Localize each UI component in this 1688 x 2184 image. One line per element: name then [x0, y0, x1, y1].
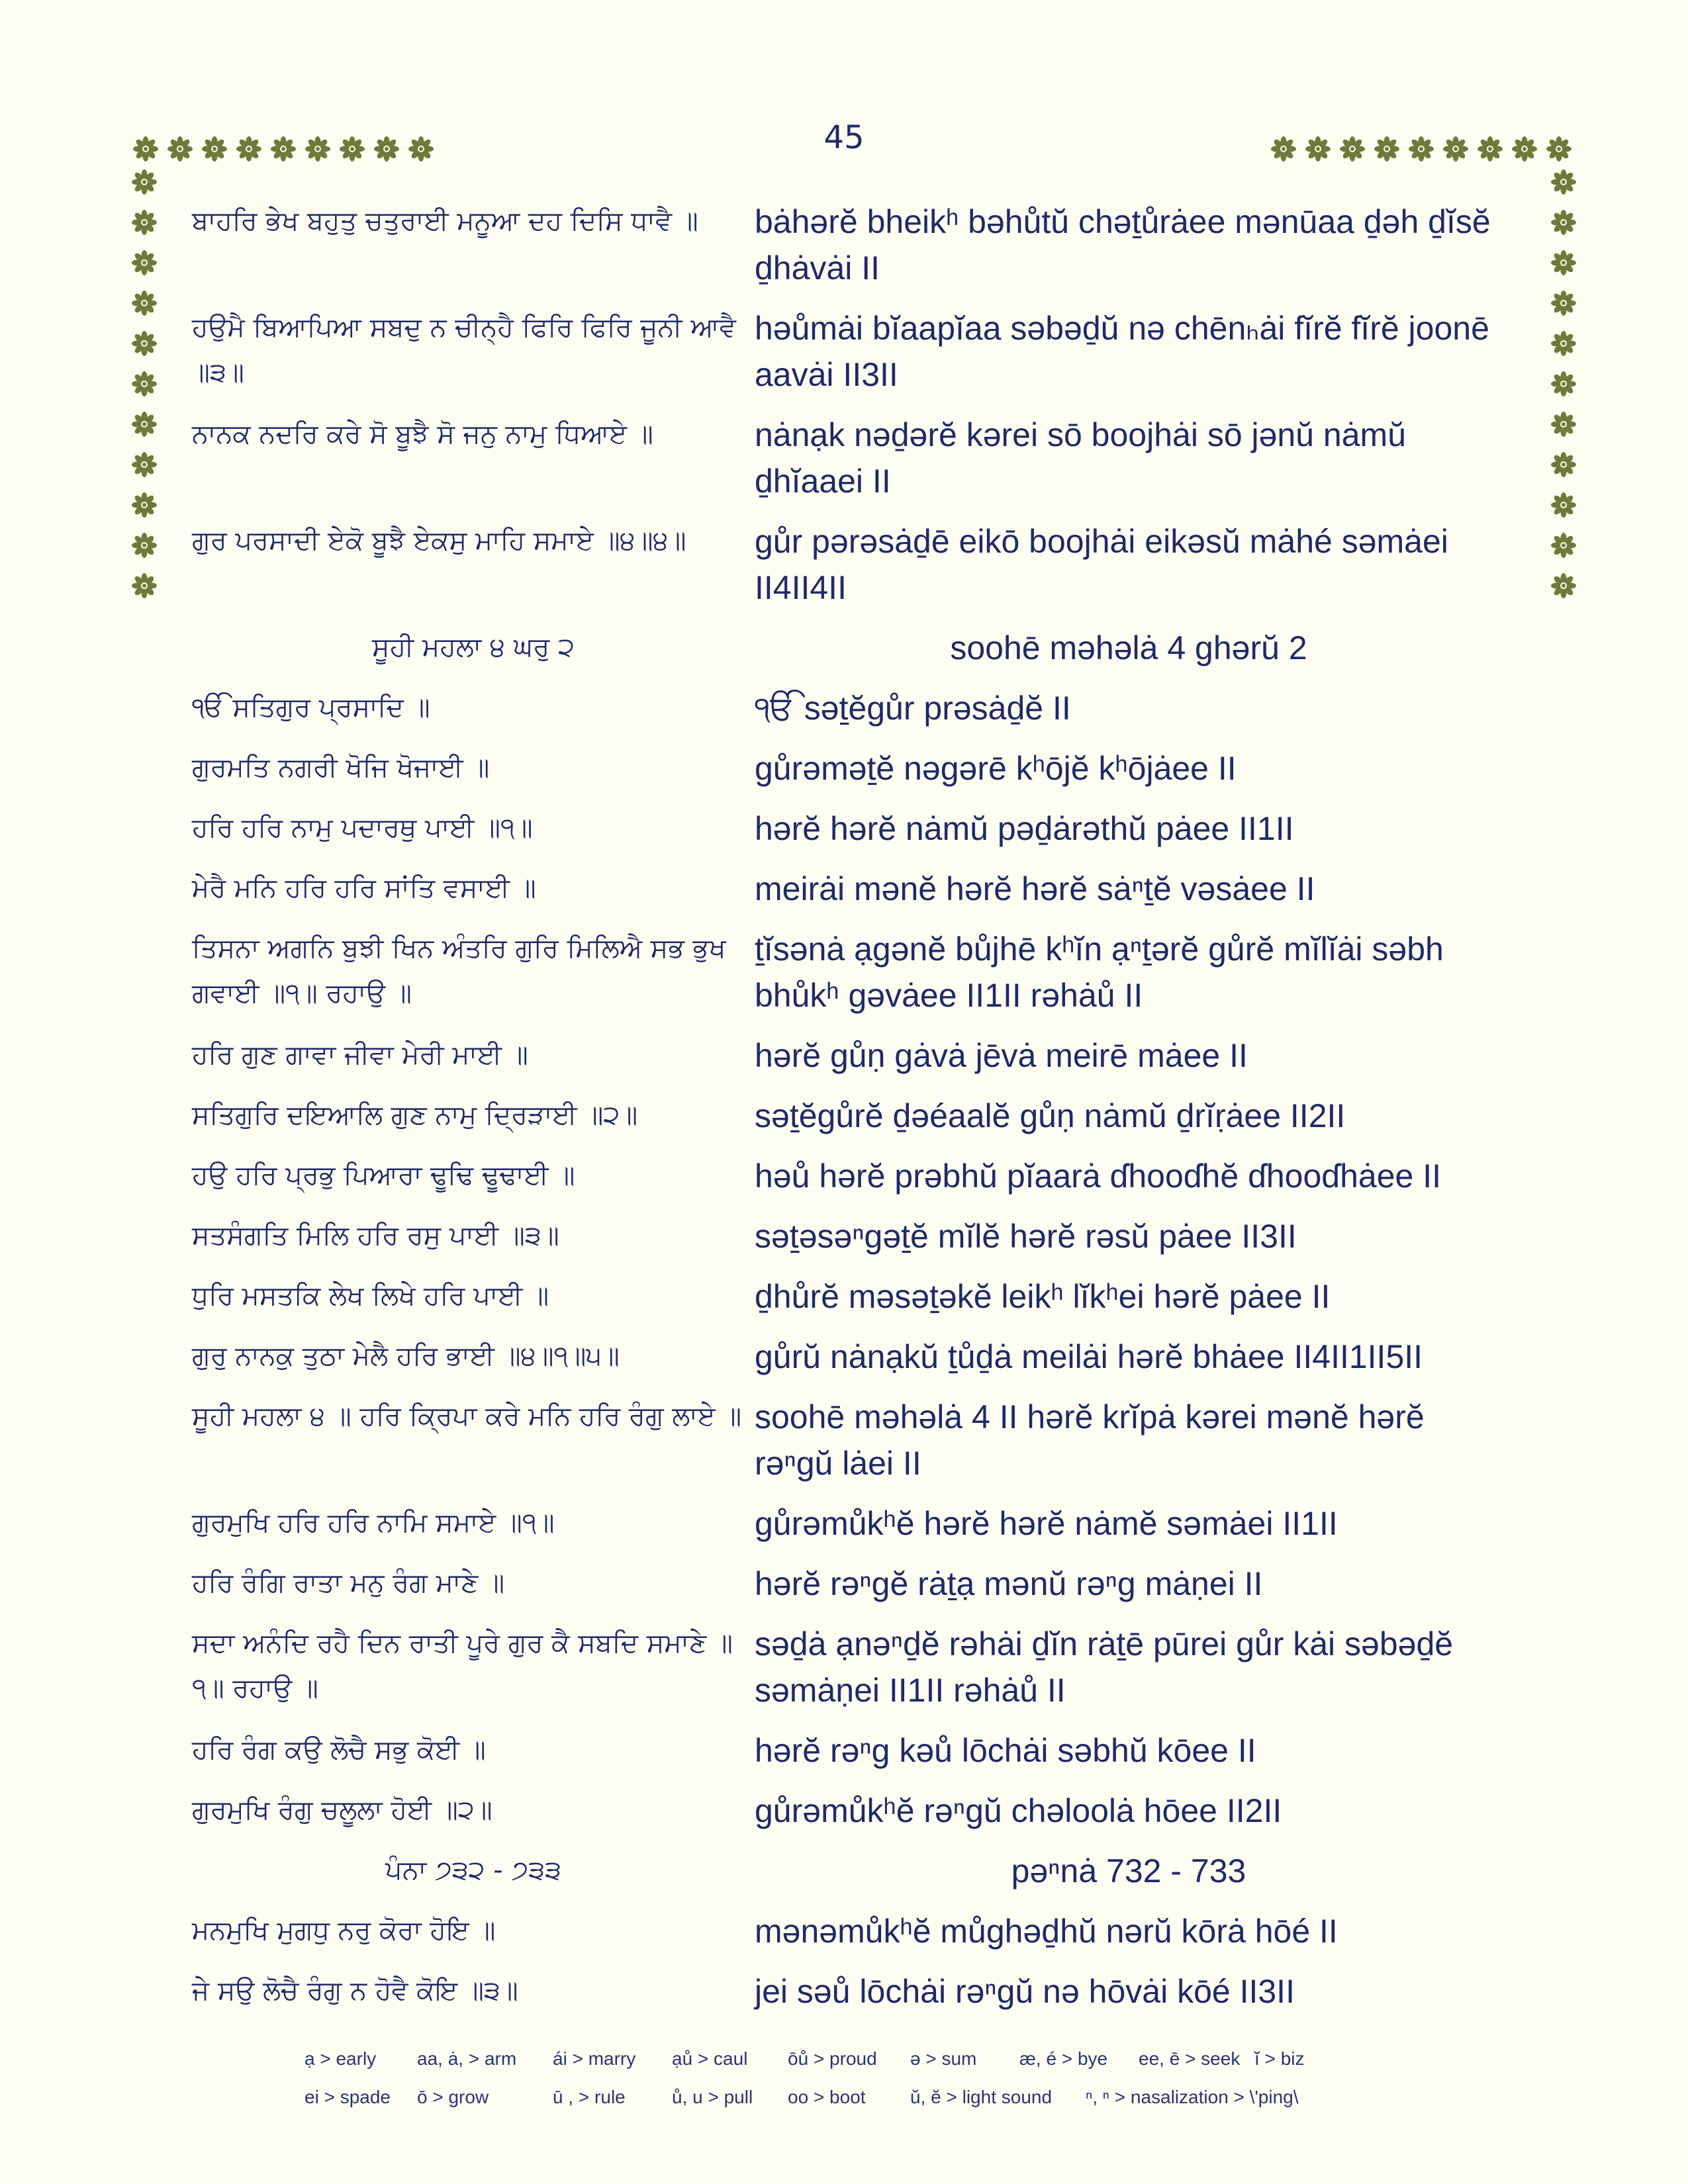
- transliteration-text: bȧhərĕ bheikʰ bəhůtŭ chəṯůrȧee mənūaa ḏəh ḏĭsĕ ḏhȧvȧi II: [755, 203, 1491, 287]
- gurmukhi-text: ਸੂਹੀ ਮਹਲਾ ੪ ਘਰੁ ੨: [372, 632, 575, 662]
- transliteration-text: mənəmůkʰĕ můghəḏhŭ nərŭ kōrȧ hōé II: [755, 1913, 1338, 1950]
- transliteration-text: səṯəsəⁿgəṯĕ mĭlĕ hərĕ rəsŭ pȧee II3II: [755, 1218, 1297, 1255]
- legend-item: ŭ, ĕ > light sound: [910, 2087, 1053, 2107]
- transliteration-text: soohē məhəlȧ 4 II hərĕ krĭpȧ kərei mənĕ hərĕ rəⁿgŭ lȧei II: [755, 1398, 1425, 1482]
- legend-item: ee, ē > seek: [1139, 2048, 1241, 2069]
- gurmukhi-text: ਤਿਸਨਾ ਅਗਨਿ ਬੁਝੀ ਖਿਨ ਅੰਤਰਿ ਗੁਰਿ ਮਿਲਿਐ ਸਭ ਭੁਖ ਗਵਾਈ ॥੧॥ ਰਹਾਉ ॥: [192, 933, 726, 1009]
- legend-item: oo > boot: [788, 2087, 866, 2107]
- transliteration-text: həůmȧi bĭaapĭaa səbəḏŭ nə chēnₕȧi fĭrĕ fĭrĕ joonē aavȧi II3II: [755, 310, 1489, 393]
- flower-icon: [1550, 290, 1577, 316]
- legend-item: æ, é > bye: [1019, 2048, 1108, 2069]
- transliteration-text: hərĕ rəⁿgĕ rȧṯạ mənŭ rəⁿg mȧṇei II: [755, 1565, 1263, 1602]
- flower-border-left: [131, 169, 158, 599]
- flower-icon: [1550, 371, 1577, 397]
- transliteration-text: gůrəməṯĕ nəgərē kʰōjĕ kʰōjȧee II: [755, 750, 1237, 787]
- gurmukhi-text: ਗੁਰੁ ਨਾਨਕੁ ਤੁਠਾ ਮੇਲੈ ਹਰਿ ਭਾਈ ॥੪॥੧॥੫॥: [192, 1341, 620, 1371]
- flower-icon: [131, 451, 158, 478]
- transliteration-text: ṯĭsənȧ ạgənĕ bůjhē kʰĭn ạⁿṯərĕ gůrĕ mĭlĭȧi səbh bhůkʰ gəvȧee II1II rəhȧů II: [755, 931, 1444, 1014]
- transliteration-text: pəⁿnȧ 732 - 733: [1011, 1852, 1246, 1889]
- verse-row: [192, 1213, 1516, 1259]
- gurmukhi-text: ਹਰਿ ਰੰਗ ਕਉ ਲੋਚੈ ਸਭੁ ਕੋਈ ॥: [192, 1735, 486, 1765]
- verse-row: [192, 805, 1516, 852]
- gurmukhi-text: ਧੁਰਿ ਮਸਤਕਿ ਲੇਖ ਲਿਖੇ ਹਰਿ ਪਾਈ ॥: [192, 1281, 549, 1311]
- legend-item: ⁿ, ⁿ > nasalization > \'ping\: [1086, 2087, 1299, 2107]
- flower-icon: [1550, 411, 1577, 437]
- transliteration-text: gůrəmůkʰĕ hərĕ hərĕ nȧmĕ səmȧei II1II: [755, 1505, 1338, 1542]
- flower-icon: [132, 136, 159, 162]
- verse-row: [192, 1968, 1516, 2015]
- flower-icon: [1408, 136, 1434, 162]
- verse-row: [192, 745, 1516, 792]
- flower-icon: [1550, 250, 1577, 276]
- legend-item: ạů > caul: [672, 2048, 748, 2069]
- transliteration-text: ḏhůrĕ məsəṯəkĕ leikʰ lĭkʰei hərĕ pȧee II: [755, 1278, 1331, 1315]
- legend-item: ōů > proud: [788, 2048, 877, 2069]
- gurmukhi-text: ਸੂਹੀ ਮਹਲਾ ੪ ॥ ਹਰਿ ਕ੍ਰਿਪਾ ਕਰੇ ਮਨਿ ਹਰਿ ਰੰਗੁ ਲਾਏ ॥: [192, 1401, 742, 1432]
- flower-icon: [339, 136, 365, 162]
- gurmukhi-text: ਹਰਿ ਹਰਿ ਨਾਮੁ ਪਦਾਰਥੁ ਪਾਈ ॥੧॥: [192, 813, 533, 843]
- transliteration-text: gůr pərəsȧḏē eikō boojhȧi eikəsŭ mȧhé səmȧei II4II4II: [755, 523, 1448, 606]
- gurmukhi-text: ੴ ਸਤਿਗੁਰ ਪ੍ਰਸਾਦਿ ॥: [192, 692, 430, 723]
- verse-row: [192, 926, 1516, 1019]
- flower-icon: [270, 136, 297, 162]
- legend-item: aa, ȧ, > arm: [417, 2048, 517, 2069]
- gurmukhi-text: ਜੇ ਸਉ ਲੋਚੈ ਰੰਗੁ ਨ ਹੋਵੈ ਕੋਇ ॥੩॥: [192, 1976, 518, 2006]
- verse-row: [192, 1727, 1516, 1774]
- verse-row: [192, 1153, 1516, 1199]
- gurmukhi-text: ਹਉਮੈ ਬਿਆਪਿਆ ਸਬਦੁ ਨ ਚੀਨ੍ਹੈ ਫਿਰਿ ਫਿਰਿ ਜੂਨੀ ਆਵੈ ॥੩॥: [192, 312, 736, 388]
- verse-row: [192, 412, 1516, 504]
- verse-row: [192, 866, 1516, 912]
- flower-icon: [408, 136, 434, 162]
- transliteration-text: gůrəmůkʰĕ rəⁿgŭ chəloolȧ hōee II2II: [755, 1792, 1282, 1829]
- gurmukhi-text: ਹਉ ਹਰਿ ਪ੍ਰਭੁ ਪਿਆਰਾ ਢੂਢਿ ਢੂਢਾਈ ॥: [192, 1160, 575, 1191]
- verse-table: [192, 199, 1516, 2028]
- verse-row: [192, 1621, 1516, 1713]
- flower-icon: [1270, 136, 1297, 162]
- gurmukhi-text: ਮੇਰੈ ਮਨਿ ਹਰਿ ਹਰਿ ਸਾਂਤਿ ਵਸਾਈ ॥: [192, 873, 536, 903]
- flower-icon: [1550, 209, 1577, 236]
- flower-icon: [1305, 136, 1331, 162]
- gurmukhi-text: ਸਤਿਗੁਰਿ ਦਇਆਲਿ ਗੁਣ ਨਾਮੁ ਦ੍ਰਿੜਾਈ ॥੨॥: [192, 1100, 638, 1130]
- verse-row: [192, 1500, 1516, 1547]
- gurmukhi-text: ਮਨਮੁਖਿ ਮੁਗਧੁ ਨਰੁ ਕੋਰਾ ਹੋਇ ॥: [192, 1915, 496, 1946]
- legend-item: ĭ > biz: [1254, 2048, 1305, 2069]
- legend-item: ei > spade: [305, 2087, 391, 2107]
- verse-row: [192, 1394, 1516, 1486]
- flower-icon: [1374, 136, 1400, 162]
- flower-icon: [201, 136, 228, 162]
- verse-row: [192, 518, 1516, 611]
- verse-heading-row: [192, 1848, 1516, 1894]
- verse-row: [192, 1273, 1516, 1320]
- flower-icon: [131, 169, 158, 195]
- gurmukhi-text: ਸਦਾ ਅਨੰਦਿ ਰਹੈ ਦਿਨ ਰਾਤੀ ਪੂਰੇ ਗੁਰ ਕੈ ਸਬਦਿ ਸਮਾਣੇ ॥੧॥ ਰਹਾਉ ॥: [192, 1628, 733, 1704]
- gurmukhi-text: ਹਰਿ ਰੰਗਿ ਰਾਤਾ ਮਨੁ ਰੰਗ ਮਾਣੇ ॥: [192, 1568, 505, 1598]
- transliteration-text: meirȧi mənĕ hərĕ hərĕ sȧⁿṯĕ vəsȧee II: [755, 870, 1315, 907]
- transliteration-text: ੴ səṯĕgůr prəsȧḏĕ II: [755, 690, 1071, 727]
- gurmukhi-text: ਬਾਹਰਿ ਭੇਖ ਬਹੁਤੁ ਚਤੁਰਾਈ ਮਨੂਆ ਦਹ ਦਿਸਿ ਧਾਵੈ ॥: [192, 206, 698, 236]
- verse-row: [192, 1032, 1516, 1079]
- verse-row: [192, 685, 1516, 731]
- gurmukhi-text: ਪੰਨਾ ੭੩੨ - ੭੩੩: [385, 1855, 561, 1886]
- flower-icon: [131, 330, 158, 357]
- transliteration-text: gůrŭ nȧnạkŭ ṯůḏȧ meilȧi hərĕ bhȧee II4II1II5II: [755, 1338, 1423, 1375]
- transliteration-text: səṯĕgůrĕ ḏəéaalĕ gůṇ nȧmŭ ḏrĭṛȧee II2II: [755, 1097, 1346, 1134]
- flower-icon: [1550, 492, 1577, 518]
- gurmukhi-text: ਗੁਰ ਪਰਸਾਦੀ ਏਕੋ ਬੂਝੈ ਏਕਸੁ ਮਾਹਿ ਸਮਾਏ ॥੪॥੪॥: [192, 525, 686, 556]
- flower-icon: [1339, 136, 1366, 162]
- verse-row: [192, 305, 1516, 398]
- legend-item: ū , > rule: [553, 2087, 626, 2107]
- flower-icon: [1550, 330, 1577, 357]
- verse-row: [192, 1788, 1516, 1834]
- transliteration-text: hərĕ hərĕ nȧmŭ pəḏȧrəthŭ pȧee II1II: [755, 810, 1294, 847]
- verse-heading-row: [192, 625, 1516, 671]
- flower-border-top-right: [1270, 136, 1572, 163]
- page-number: 45: [823, 119, 865, 156]
- gurmukhi-text: ਗੁਰਮਤਿ ਨਗਰੀ ਖੋਜਿ ਖੋਜਾਈ ॥: [192, 752, 490, 783]
- flower-icon: [131, 209, 158, 236]
- flower-icon: [236, 136, 262, 162]
- legend-row: [305, 2040, 1496, 2078]
- flower-icon: [1550, 451, 1577, 478]
- gurmukhi-text: ਗੁਰਮੁਖਿ ਰੰਗੁ ਚਲੂਲਾ ਹੋਈ ॥੨॥: [192, 1795, 492, 1825]
- flower-icon: [1546, 136, 1572, 162]
- flower-icon: [131, 572, 158, 599]
- gurmukhi-text: ਨਾਨਕ ਨਦਰਿ ਕਰੇ ਸੋ ਬੂਝੈ ਸੋ ਜਨੁ ਨਾਮੁ ਧਿਆਏ ॥: [192, 419, 653, 449]
- flower-icon: [1511, 136, 1538, 162]
- flower-icon: [131, 411, 158, 437]
- verse-row: [192, 1334, 1516, 1380]
- transliteration-text: soohē məhəlȧ 4 ghərŭ 2: [950, 629, 1307, 666]
- legend-item: ō > grow: [417, 2087, 489, 2107]
- verse-row: [192, 199, 1516, 291]
- verse-row: [192, 1561, 1516, 1607]
- pronunciation-legend: [305, 2040, 1496, 2116]
- gurmukhi-text: ਸਤਸੰਗਤਿ ਮਿਲਿ ਹਰਿ ਰਸੁ ਪਾਈ ॥੩॥: [192, 1220, 559, 1251]
- legend-item: ə > sum: [910, 2048, 977, 2069]
- flower-icon: [131, 532, 158, 559]
- legend-row: [305, 2078, 1496, 2116]
- flower-border-top-left: [132, 136, 434, 163]
- transliteration-text: jei səů lōchȧi rəⁿgŭ nə hōvȧi kōé II3II: [755, 1973, 1295, 2010]
- verse-row: [192, 1908, 1516, 1954]
- flower-icon: [373, 136, 400, 162]
- verse-row: [192, 1093, 1516, 1139]
- transliteration-text: hərĕ rəⁿg kəů lōchȧi səbhŭ kōee II: [755, 1732, 1256, 1769]
- flower-icon: [1550, 572, 1577, 599]
- transliteration-text: həů hərĕ prəbhŭ pĭaarȧ ɗhooɗhĕ ɗhooɗhȧee II: [755, 1158, 1442, 1195]
- gurmukhi-text: ਗੁਰਮੁਖਿ ਹਰਿ ਹਰਿ ਨਾਮਿ ਸਮਾਏ ॥੧॥: [192, 1508, 555, 1538]
- flower-icon: [1477, 136, 1503, 162]
- legend-item: ů, u > pull: [672, 2087, 753, 2107]
- flower-icon: [167, 136, 193, 162]
- flower-icon: [131, 371, 158, 397]
- flower-border-right: [1550, 169, 1577, 599]
- flower-icon: [1550, 532, 1577, 559]
- flower-icon: [1442, 136, 1469, 162]
- transliteration-text: nȧnạk nəḏərĕ kərei sō boojhȧi sō jənŭ nȧmŭ ḏhĭaaei II: [755, 416, 1407, 500]
- flower-icon: [131, 290, 158, 316]
- legend-item: ái > marry: [553, 2048, 636, 2069]
- flower-icon: [131, 492, 158, 518]
- transliteration-text: səḏȧ ạnəⁿḏĕ rəhȧi ḏĭn rȧṯē pūrei gůr kȧi səbəḏĕ səmȧṇei II1II rəhȧů II: [755, 1625, 1454, 1709]
- legend-item: ạ > early: [305, 2048, 377, 2069]
- transliteration-text: hərĕ gůṇ gȧvȧ jēvȧ meirē mȧee II: [755, 1037, 1248, 1074]
- flower-icon: [1550, 169, 1577, 195]
- flower-icon: [131, 250, 158, 276]
- flower-icon: [305, 136, 331, 162]
- gurmukhi-text: ਹਰਿ ਗੁਣ ਗਾਵਾ ਜੀਵਾ ਮੇਰੀ ਮਾਈ ॥: [192, 1040, 528, 1070]
